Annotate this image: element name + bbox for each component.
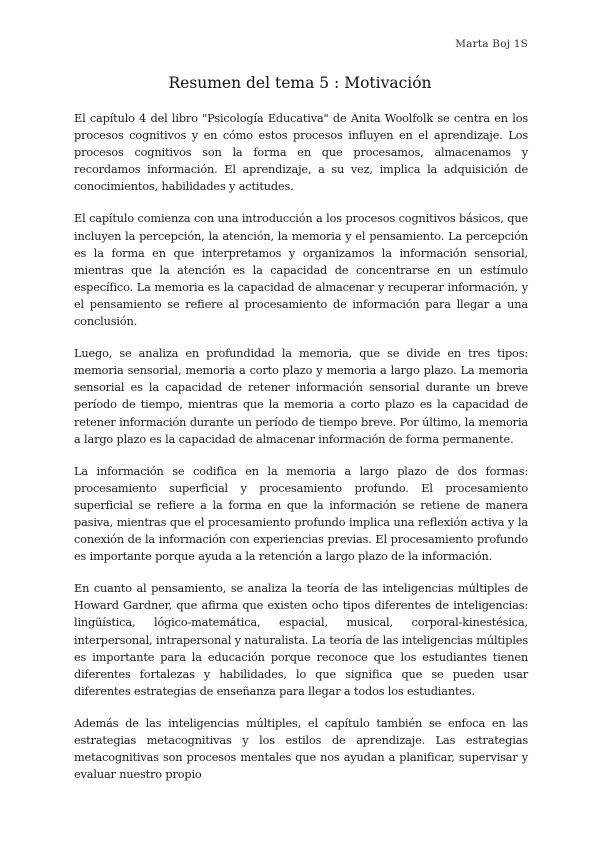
author-name: Marta Boj 1S <box>455 38 528 50</box>
paragraph: En cuanto al pensamiento, se analiza la teoría de las inteligencias múltiples de Howard Gardner, que afirma que existen ocho tipos diferentes de inteligencias: lingüística, lógico-matemática, espacial, musical, corporal-kinestésica, interpersonal, intrapersonal y naturalista. La teoría de las inteligencias múltiples es importante para la educación porque reconoce que los estudiantes tienen diferentes fortalezas y habilidades, lo que significa que se pueden usar diferentes estrategias de enseñanza para llegar a todos los estudiantes. <box>74 582 528 698</box>
paragraph: Luego, se analiza en profundidad la memoria, que se divide en tres tipos: memoria sensorial, memoria a corto plazo y memoria a largo plazo. La memoria sensorial es la capacidad de retener información sensorial durante un breve período de tiempo, mientras que la memoria a corto plazo es la capacidad de retener información durante un período de tiempo breve. Por último, la memoria a largo plazo es la capacidad de almacenar información de forma permanente. <box>74 347 528 446</box>
paragraph: El capítulo comienza con una introducción a los procesos cognitivos básicos, que incluyen la percepción, la atención, la memoria y el pensamiento. La percepción es la forma en que interpretamos y organizamos la información sensorial, mientras que la atención es la capacidad de concentrarse en un estímulo específico. La memoria es la capacidad de almacenar y recuperar información, y el pensamiento se refiere al procesamiento de información para llegar a una conclusión. <box>74 212 528 329</box>
document-body <box>74 110 528 798</box>
paragraph: Además de las inteligencias múltiples, el capítulo también se enfoca en las estrategias metacognitivas y los estilos de aprendizaje. Las estrategias metacognitivas son procesos mentales que nos ayudan a planificar, supervisar y evaluar nuestro propio <box>74 716 528 782</box>
page-title: Resumen del tema 5 : Motivación <box>168 74 432 92</box>
paragraph: El capítulo 4 del libro "Psicología Educativa" de Anita Woolfolk se centra en los procesos cognitivos y en cómo estos procesos influyen en el aprendizaje. Los procesos cognitivos son la forma en que procesamos, almacenamos y recordamos información. El aprendizaje, a su vez, implica la adquisición de conocimientos, habilidades y actitudes. <box>74 112 528 194</box>
paragraph: La información se codifica en la memoria a largo plazo de dos formas: procesamiento superficial y procesamiento profundo. El procesamiento superficial se refiere a la forma en que la información se retiene de manera pasiva, mientras que el procesamiento profundo implica una reflexión activa y la conexión de la información con experiencias previas. El procesamiento profundo es importante porque ayuda a la retención a largo plazo de la información. <box>74 464 528 564</box>
